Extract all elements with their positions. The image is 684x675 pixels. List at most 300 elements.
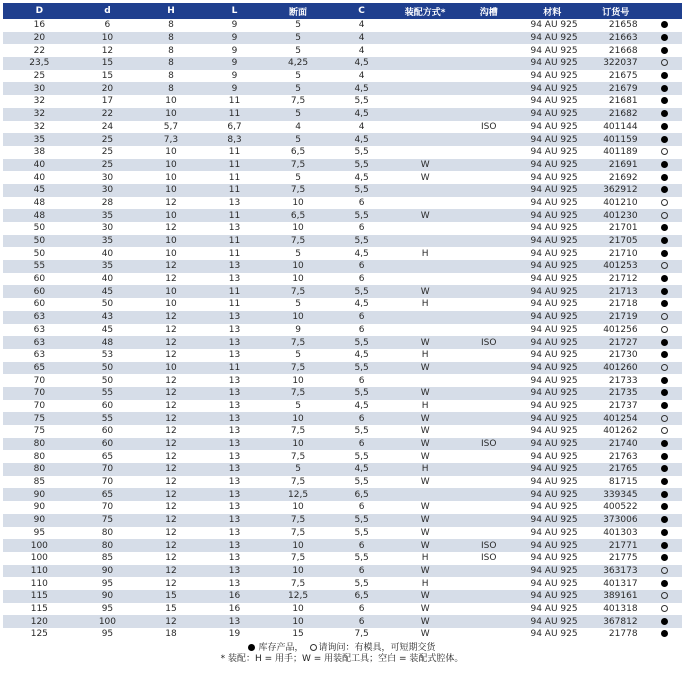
cell-order-no: 21710 (584, 247, 648, 260)
cell-material: 94 AU 925 (520, 209, 584, 222)
cell-material: 94 AU 925 (520, 298, 584, 311)
cell-H: 10 (139, 235, 203, 248)
cell-d: 30 (76, 222, 140, 235)
cell-availability (648, 514, 682, 527)
cell-D: 70 (3, 387, 76, 400)
cell-H: 12 (139, 260, 203, 273)
cell-L: 13 (203, 615, 267, 628)
cell-d: 95 (76, 577, 140, 590)
cell-groove (457, 628, 521, 641)
cell-order-no: 21712 (584, 273, 648, 286)
cell-material: 94 AU 925 (520, 438, 584, 451)
cell-availability (648, 463, 682, 476)
cell-cross-section: 7,5 (266, 235, 330, 248)
cell-C: 6 (330, 374, 394, 387)
cell-cross-section: 7,5 (266, 362, 330, 375)
cell-material: 94 AU 925 (520, 247, 584, 260)
filled-circle-icon (661, 516, 668, 523)
cell-material: 94 AU 925 (520, 590, 584, 603)
cell-H: 7,3 (139, 133, 203, 146)
open-circle-icon (310, 644, 317, 651)
cell-order-no: 21740 (584, 438, 648, 451)
cell-C: 6 (330, 260, 394, 273)
cell-L: 9 (203, 70, 267, 83)
table-row (3, 32, 682, 45)
cell-D: 60 (3, 298, 76, 311)
cell-cross-section: 7,5 (266, 552, 330, 565)
cell-d: 6 (76, 19, 140, 32)
cell-assembly: W (393, 590, 457, 603)
cell-groove (457, 222, 521, 235)
cell-order-no: 21733 (584, 374, 648, 387)
cell-cross-section: 5 (266, 82, 330, 95)
table-row (3, 488, 682, 501)
cell-C: 6 (330, 603, 394, 616)
cell-D: 20 (3, 32, 76, 45)
cell-d: 28 (76, 197, 140, 210)
cell-material: 94 AU 925 (520, 552, 584, 565)
cell-L: 11 (203, 285, 267, 298)
cell-D: 63 (3, 324, 76, 337)
cell-material: 94 AU 925 (520, 412, 584, 425)
cell-H: 12 (139, 273, 203, 286)
cell-order-no: 401144 (584, 121, 648, 134)
cell-C: 6 (330, 222, 394, 235)
cell-L: 13 (203, 514, 267, 527)
cell-groove (457, 247, 521, 260)
table-row (3, 146, 682, 159)
cell-L: 13 (203, 565, 267, 578)
cell-C: 6 (330, 501, 394, 514)
cell-order-no: 401303 (584, 527, 648, 540)
cell-cross-section: 7,5 (266, 514, 330, 527)
filled-circle-icon (661, 47, 668, 54)
cell-D: 63 (3, 349, 76, 362)
cell-H: 12 (139, 412, 203, 425)
cell-d: 50 (76, 374, 140, 387)
cell-d: 65 (76, 488, 140, 501)
cell-material: 94 AU 925 (520, 476, 584, 489)
cell-L: 13 (203, 527, 267, 540)
cell-assembly: W (393, 159, 457, 172)
cell-d: 25 (76, 133, 140, 146)
cell-C: 6 (330, 324, 394, 337)
cell-d: 85 (76, 552, 140, 565)
cell-groove (457, 32, 521, 45)
cell-order-no: 401230 (584, 209, 648, 222)
cell-order-no: 21775 (584, 552, 648, 565)
cell-C: 4,5 (330, 133, 394, 146)
cell-L: 13 (203, 438, 267, 451)
cell-C: 6 (330, 438, 394, 451)
table-row (3, 247, 682, 260)
cell-groove: ISO (457, 438, 521, 451)
cell-H: 12 (139, 197, 203, 210)
cell-H: 12 (139, 615, 203, 628)
cell-D: 80 (3, 463, 76, 476)
table-row (3, 57, 682, 70)
cell-order-no: 21735 (584, 387, 648, 400)
cell-material: 94 AU 925 (520, 133, 584, 146)
cell-order-no: 21681 (584, 95, 648, 108)
cell-material: 94 AU 925 (520, 374, 584, 387)
cell-d: 53 (76, 349, 140, 362)
cell-groove (457, 133, 521, 146)
cell-assembly (393, 19, 457, 32)
table-row (3, 615, 682, 628)
cell-C: 6 (330, 412, 394, 425)
cell-C: 5,5 (330, 184, 394, 197)
cell-material: 94 AU 925 (520, 362, 584, 375)
cell-material: 94 AU 925 (520, 488, 584, 501)
cell-groove: ISO (457, 552, 521, 565)
cell-material: 94 AU 925 (520, 146, 584, 159)
table-row (3, 400, 682, 413)
cell-order-no: 21719 (584, 311, 648, 324)
cell-H: 10 (139, 247, 203, 260)
cell-order-no: 401260 (584, 362, 648, 375)
cell-D: 22 (3, 44, 76, 57)
cell-availability (648, 603, 682, 616)
cell-order-no: 21718 (584, 298, 648, 311)
cell-C: 4,5 (330, 57, 394, 70)
cell-assembly (393, 133, 457, 146)
cell-order-no: 21778 (584, 628, 648, 641)
table-row (3, 577, 682, 590)
filled-circle-icon (661, 630, 668, 637)
table-row (3, 197, 682, 210)
table-row (3, 298, 682, 311)
cell-D: 100 (3, 552, 76, 565)
cell-material: 94 AU 925 (520, 32, 584, 45)
cell-cross-section: 10 (266, 501, 330, 514)
cell-groove (457, 159, 521, 172)
cell-cross-section: 12,5 (266, 590, 330, 603)
cell-cross-section: 10 (266, 565, 330, 578)
cell-material: 94 AU 925 (520, 349, 584, 362)
cell-D: 32 (3, 121, 76, 134)
cell-d: 30 (76, 171, 140, 184)
cell-L: 13 (203, 260, 267, 273)
cell-C: 4,5 (330, 463, 394, 476)
cell-L: 13 (203, 400, 267, 413)
header-L: L (203, 3, 267, 19)
open-circle-icon (661, 364, 668, 371)
cell-availability (648, 19, 682, 32)
cell-groove (457, 260, 521, 273)
cell-groove (457, 565, 521, 578)
cell-cross-section: 12,5 (266, 488, 330, 501)
cell-d: 50 (76, 362, 140, 375)
cell-L: 19 (203, 628, 267, 641)
cell-assembly: H (393, 400, 457, 413)
cell-groove (457, 184, 521, 197)
filled-circle-icon (661, 529, 668, 536)
table-row (3, 108, 682, 121)
table-row (3, 514, 682, 527)
cell-H: 10 (139, 285, 203, 298)
cell-D: 95 (3, 527, 76, 540)
cell-H: 10 (139, 171, 203, 184)
cell-material: 94 AU 925 (520, 514, 584, 527)
cell-d: 80 (76, 527, 140, 540)
cell-groove (457, 209, 521, 222)
cell-C: 6,5 (330, 590, 394, 603)
cell-cross-section: 7,5 (266, 450, 330, 463)
cell-D: 90 (3, 514, 76, 527)
cell-C: 4 (330, 19, 394, 32)
cell-assembly: W (393, 603, 457, 616)
cell-groove (457, 171, 521, 184)
cell-assembly: W (393, 615, 457, 628)
cell-cross-section: 5 (266, 298, 330, 311)
cell-assembly: W (393, 336, 457, 349)
cell-assembly: W (393, 171, 457, 184)
cell-H: 12 (139, 527, 203, 540)
cell-cross-section: 5 (266, 108, 330, 121)
cell-groove (457, 285, 521, 298)
cell-H: 8 (139, 19, 203, 32)
cell-D: 50 (3, 222, 76, 235)
cell-d: 40 (76, 273, 140, 286)
cell-availability (648, 298, 682, 311)
table-row (3, 565, 682, 578)
cell-D: 40 (3, 159, 76, 172)
cell-material: 94 AU 925 (520, 450, 584, 463)
table-row (3, 463, 682, 476)
header-C: C (330, 3, 394, 19)
open-circle-icon (661, 148, 668, 155)
filled-circle-icon (661, 453, 668, 460)
table-row (3, 628, 682, 641)
cell-d: 12 (76, 44, 140, 57)
cell-material: 94 AU 925 (520, 527, 584, 540)
table-row (3, 159, 682, 172)
cell-groove (457, 235, 521, 248)
cell-assembly (393, 311, 457, 324)
cell-order-no: 21658 (584, 19, 648, 32)
cell-D: 55 (3, 260, 76, 273)
cell-D: 75 (3, 412, 76, 425)
cell-C: 5,5 (330, 95, 394, 108)
cell-d: 25 (76, 146, 140, 159)
open-circle-icon (661, 605, 668, 612)
cell-C: 4,5 (330, 400, 394, 413)
cell-groove (457, 590, 521, 603)
cell-cross-section: 7,5 (266, 159, 330, 172)
cell-availability (648, 95, 682, 108)
cell-D: 30 (3, 82, 76, 95)
cell-cross-section: 5 (266, 133, 330, 146)
cell-H: 12 (139, 374, 203, 387)
cell-L: 13 (203, 501, 267, 514)
table-row (3, 450, 682, 463)
cell-cross-section: 10 (266, 311, 330, 324)
cell-availability (648, 324, 682, 337)
cell-availability (648, 501, 682, 514)
cell-H: 10 (139, 159, 203, 172)
cell-D: 60 (3, 273, 76, 286)
cell-D: 70 (3, 374, 76, 387)
cell-L: 11 (203, 184, 267, 197)
cell-availability (648, 184, 682, 197)
cell-assembly: W (393, 209, 457, 222)
cell-availability (648, 387, 682, 400)
cell-D: 90 (3, 501, 76, 514)
cell-cross-section: 7,5 (266, 476, 330, 489)
cell-C: 5,5 (330, 450, 394, 463)
cell-assembly (393, 235, 457, 248)
cell-groove: ISO (457, 121, 521, 134)
cell-cross-section: 5 (266, 44, 330, 57)
cell-H: 12 (139, 425, 203, 438)
cell-D: 48 (3, 197, 76, 210)
cell-d: 100 (76, 615, 140, 628)
cell-material: 94 AU 925 (520, 70, 584, 83)
cell-D: 75 (3, 425, 76, 438)
cell-assembly (393, 82, 457, 95)
cell-assembly: W (393, 539, 457, 552)
cell-availability (648, 273, 682, 286)
cell-d: 24 (76, 121, 140, 134)
table-header-row (3, 3, 682, 19)
cell-d: 80 (76, 539, 140, 552)
cell-assembly (393, 57, 457, 70)
cell-order-no: 400522 (584, 501, 648, 514)
cell-d: 35 (76, 209, 140, 222)
cell-assembly: H (393, 552, 457, 565)
table-row (3, 311, 682, 324)
header-H: H (139, 3, 203, 19)
filled-circle-icon (661, 440, 668, 447)
cell-order-no: 401189 (584, 146, 648, 159)
cell-L: 13 (203, 463, 267, 476)
cell-L: 13 (203, 222, 267, 235)
cell-order-no: 363173 (584, 565, 648, 578)
table-row (3, 438, 682, 451)
cell-cross-section: 5 (266, 19, 330, 32)
cell-L: 11 (203, 247, 267, 260)
cell-material: 94 AU 925 (520, 463, 584, 476)
cell-H: 12 (139, 514, 203, 527)
cell-H: 12 (139, 488, 203, 501)
cell-assembly: W (393, 438, 457, 451)
cell-C: 6 (330, 615, 394, 628)
cell-D: 125 (3, 628, 76, 641)
cell-material: 94 AU 925 (520, 121, 584, 134)
cell-groove (457, 44, 521, 57)
cell-C: 6,5 (330, 488, 394, 501)
cell-availability (648, 171, 682, 184)
cell-d: 15 (76, 57, 140, 70)
open-circle-icon (661, 567, 668, 574)
cell-D: 45 (3, 184, 76, 197)
cell-cross-section: 7,5 (266, 285, 330, 298)
cell-cross-section: 10 (266, 539, 330, 552)
cell-order-no: 21765 (584, 463, 648, 476)
table-row (3, 362, 682, 375)
cell-assembly (393, 260, 457, 273)
cell-assembly: W (393, 628, 457, 641)
cell-groove (457, 146, 521, 159)
cell-d: 55 (76, 387, 140, 400)
table-row (3, 19, 682, 32)
cell-D: 80 (3, 450, 76, 463)
cell-assembly: W (393, 565, 457, 578)
cell-H: 15 (139, 590, 203, 603)
cell-d: 95 (76, 603, 140, 616)
cell-D: 60 (3, 285, 76, 298)
cell-assembly: W (393, 476, 457, 489)
cell-L: 13 (203, 374, 267, 387)
table-row (3, 412, 682, 425)
cell-cross-section: 6,5 (266, 209, 330, 222)
cell-H: 12 (139, 222, 203, 235)
cell-cross-section: 7,5 (266, 577, 330, 590)
cell-assembly: W (393, 527, 457, 540)
table-row (3, 425, 682, 438)
cell-C: 7,5 (330, 628, 394, 641)
cell-order-no: 362912 (584, 184, 648, 197)
cell-groove (457, 501, 521, 514)
cell-H: 12 (139, 565, 203, 578)
cell-material: 94 AU 925 (520, 285, 584, 298)
cell-assembly: H (393, 577, 457, 590)
filled-circle-icon (661, 580, 668, 587)
cell-d: 17 (76, 95, 140, 108)
cell-H: 8 (139, 57, 203, 70)
cell-material: 94 AU 925 (520, 400, 584, 413)
filled-circle-icon (661, 351, 668, 358)
cell-H: 12 (139, 324, 203, 337)
cell-H: 8 (139, 70, 203, 83)
cell-cross-section: 10 (266, 412, 330, 425)
cell-H: 5,7 (139, 121, 203, 134)
cell-C: 5,5 (330, 209, 394, 222)
cell-material: 94 AU 925 (520, 235, 584, 248)
cell-H: 15 (139, 603, 203, 616)
cell-cross-section: 5 (266, 349, 330, 362)
cell-L: 13 (203, 412, 267, 425)
filled-circle-icon (661, 465, 668, 472)
cell-H: 12 (139, 476, 203, 489)
cell-L: 13 (203, 273, 267, 286)
cell-groove (457, 311, 521, 324)
table-row (3, 336, 682, 349)
cell-d: 70 (76, 476, 140, 489)
cell-d: 48 (76, 336, 140, 349)
cell-availability (648, 577, 682, 590)
cell-C: 4 (330, 70, 394, 83)
cell-C: 4,5 (330, 247, 394, 260)
cell-C: 4,5 (330, 298, 394, 311)
filled-circle-icon (661, 478, 668, 485)
cell-material: 94 AU 925 (520, 501, 584, 514)
cell-d: 65 (76, 450, 140, 463)
cell-D: 48 (3, 209, 76, 222)
filled-circle-icon (661, 136, 668, 143)
table-row (3, 324, 682, 337)
cell-d: 60 (76, 425, 140, 438)
filled-circle-icon (661, 377, 668, 384)
cell-D: 120 (3, 615, 76, 628)
cell-C: 4 (330, 121, 394, 134)
table-row (3, 273, 682, 286)
cell-L: 13 (203, 387, 267, 400)
table-row (3, 374, 682, 387)
cell-C: 4 (330, 32, 394, 45)
cell-D: 110 (3, 577, 76, 590)
